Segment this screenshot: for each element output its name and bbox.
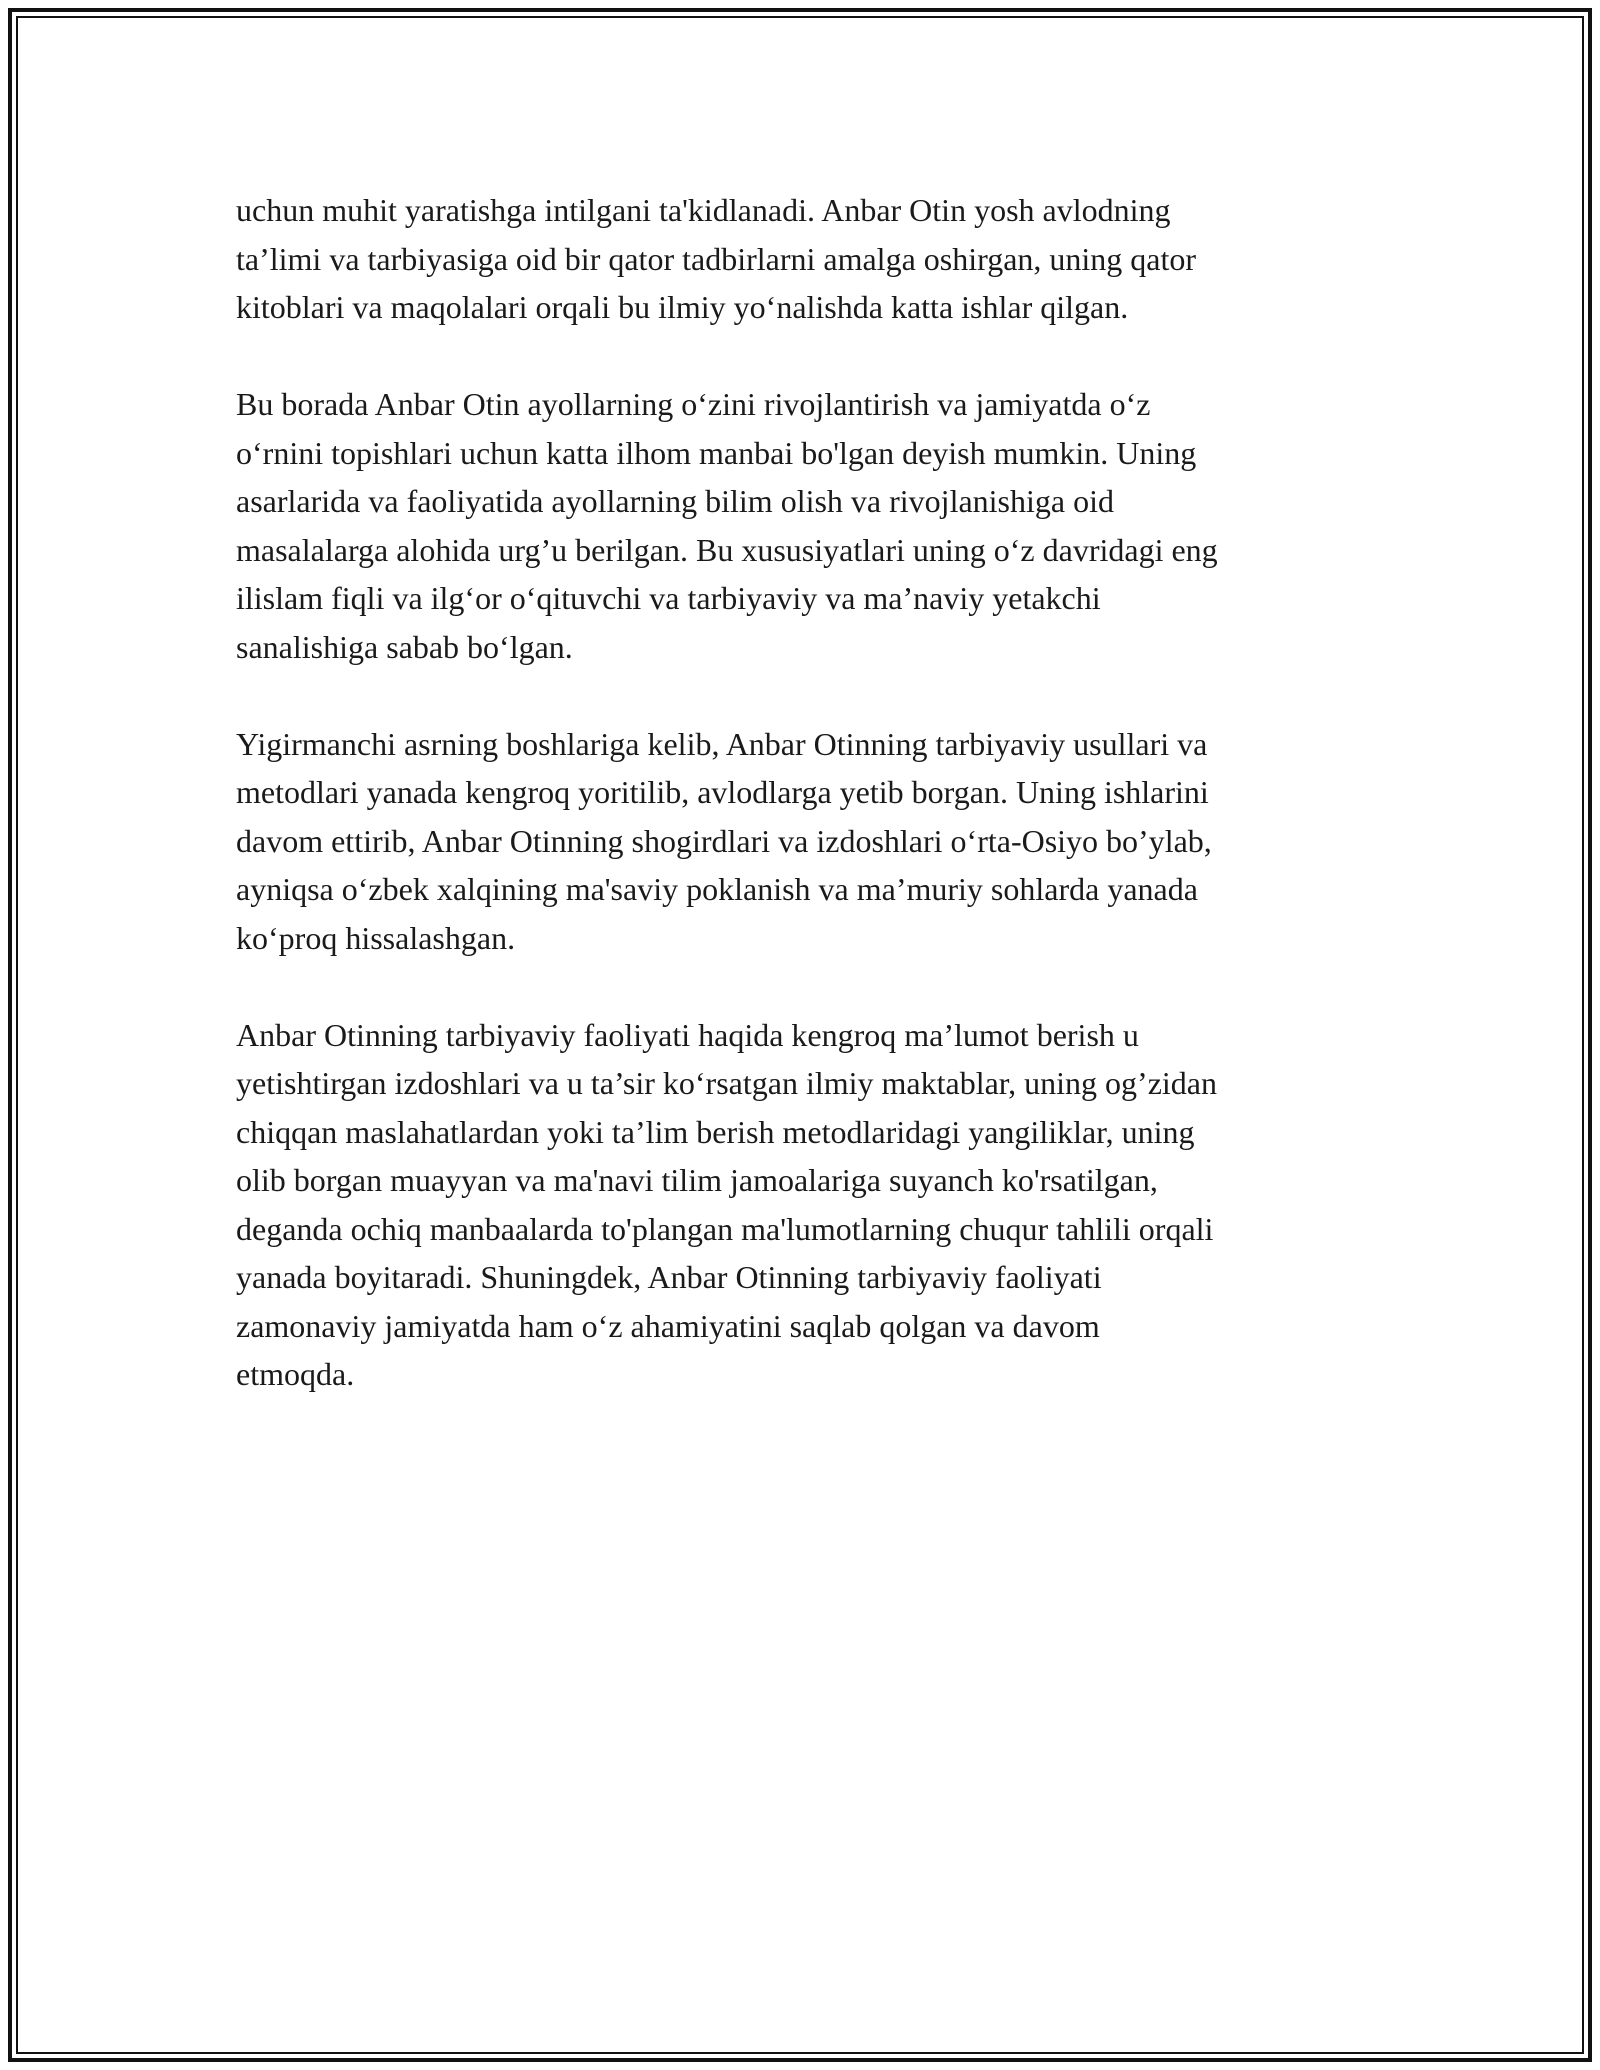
document-body: [236, 186, 1376, 1447]
text-line: sanalishiga sabab bo‘lgan.: [236, 628, 573, 665]
text-line: chiqqan maslahatlardan yoki ta’lim berish metodlaridagi yangiliklar, uning: [236, 1113, 1195, 1150]
text-line: masalalarga alohida urg’u berilgan. Bu xususiyatlari uning o‘z davridagi eng: [236, 531, 1218, 568]
text-line: ko‘proq hissalashgan.: [236, 919, 516, 956]
text-line: ilislam fiqli va ilg‘or o‘qituvchi va tarbiyaviy va ma’naviy yetakchi: [236, 580, 1101, 616]
text-line: o‘rnini topishlari uchun katta ilhom manbai bo'lgan deyish mumkin. Uning: [236, 434, 1197, 471]
text-line: etmoqda.: [236, 1356, 355, 1392]
text-line: yetishtirgan izdoshlari va u ta’sir ko‘rsatgan ilmiy maktablar, uning og’zidan: [236, 1065, 1217, 1101]
paragraph-3: [236, 720, 1376, 963]
text-line: uchun muhit yaratishga intilgani ta'kidlanadi. Anbar Otin yosh avlodning: [236, 192, 1171, 228]
paragraph-4: [236, 1011, 1376, 1399]
text-line: deganda ochiq manbaalarda to'plangan ma'lumotlarning chuqur tahlili orqali: [236, 1210, 1214, 1247]
text-line: yanada boyitaradi. Shuningdek, Anbar Otinning tarbiyaviy faoliyati: [236, 1259, 1102, 1295]
text-line: Bu borada Anbar Otin ayollarning o‘zini rivojlantirish va jamiyatda o‘z: [236, 386, 1151, 422]
text-line: asarlarida va faoliyatida ayollarning bilim olish va rivojlanishiga oid: [236, 483, 1114, 519]
text-line: olib borgan muayyan va ma'navi tilim jamoalariga suyanch ko'rsatilgan,: [236, 1162, 1158, 1198]
text-line: ayniqsa o‘zbek xalqining ma'saviy poklanish va ma’muriy sohlarda yanada: [236, 871, 1198, 907]
text-line: davom ettirib, Anbar Otinning shogirdlari va izdoshlari o‘rta-Osiyo bo’ylab,: [236, 822, 1212, 859]
text-line: ta’limi va tarbiyasiga oid bir qator tadbirlarni amalga oshirgan, uning qator: [236, 240, 1197, 277]
text-line: Yigirmanchi asrning boshlariga kelib, Anbar Otinning tarbiyaviy usullari va: [236, 725, 1208, 762]
text-line: kitoblari va maqolalari orqali bu ilmiy yo‘nalishda katta ishlar qilgan.: [236, 289, 1129, 325]
text-line: zamonaviy jamiyatda ham o‘z ahamiyatini saqlab qolgan va davom: [236, 1307, 1100, 1344]
paragraph-2: [236, 380, 1376, 671]
paragraph-1: [236, 186, 1376, 332]
text-line: Anbar Otinning tarbiyaviy faoliyati haqida kengroq ma’lumot berish u: [236, 1016, 1139, 1053]
text-line: metodlari yanada kengroq yoritilib, avlodlarga yetib borgan. Uning ishlarini: [236, 774, 1209, 810]
